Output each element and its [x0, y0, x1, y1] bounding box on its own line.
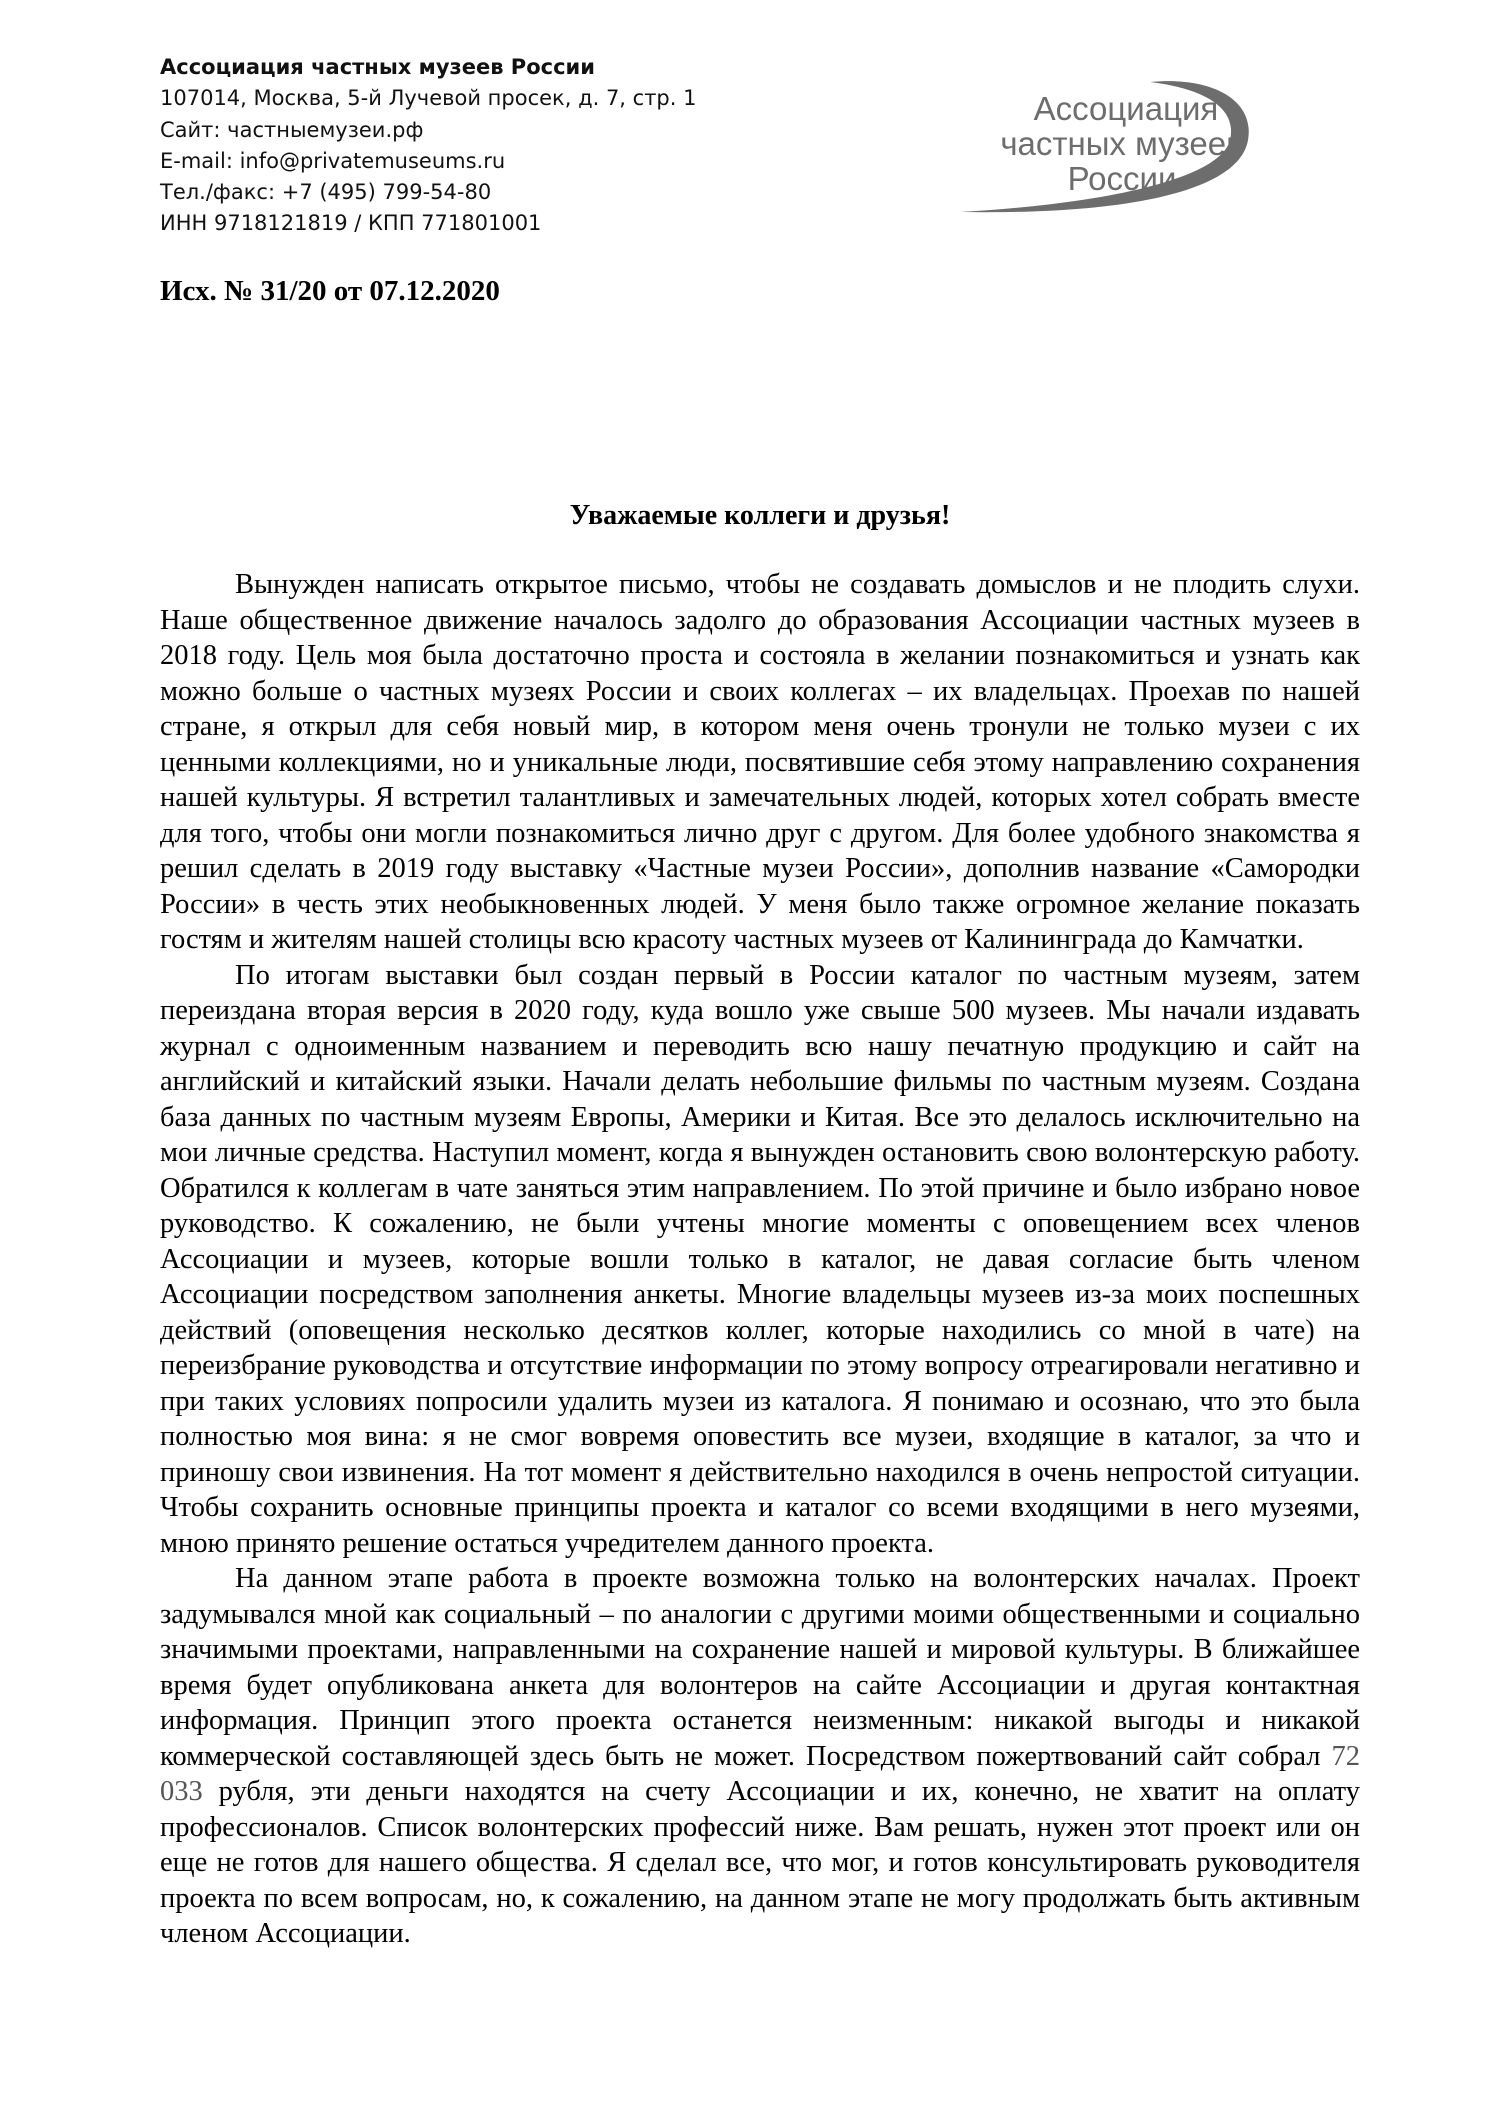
sender-address: 107014, Москва, 5-й Лучевой просек, д. 7, стр. 1	[160, 86, 697, 111]
paragraph-2: По итогам выставки был создан первый в России каталог по частным музеям, затем переиздана вторая версия в 2020 году, куда вошло уже свыше 500 музеев. Мы начали издавать журнал с одноименным названием и переводить всю нашу печатную продукцию и сайт на английский и китайский языки. Начали делать небольшие фильмы по частным музеям. Создана база данных по частным музеям Европы, Америки и Китая. Все это делалось исключительно на мои личные средства. Наступил момент, когда я вынужден остановить свою волонтерскую работу. Обратился к коллегам в чате заняться этим направлением. По этой причине и было избрано новое руководство. К сожалению, не были учтены многие моменты с оповещением всех членов Ассоциации и музеев, которые вошли только в каталог, не давая согласие быть членом Ассоциации посредством заполнения анкеты. Многие владельцы музеев из-за моих поспешных действий (оповещения несколько десятков коллег, которые находились со мной в чате) на переизбрание руководства и отсутствие информации по этому вопросу отреагировали негативно и при таких условиях попросили удалить музеи из каталога. Я понимаю и осознаю, что это была полностью моя вина: я не смог вовремя оповестить все музеи, входящие в каталог, за что и приношу свои извинения. На тот момент я действительно находился в очень непростой ситуации. Чтобы сохранить основные принципы проекта и каталог со всеми входящими в него музеями, мною принято решение остаться учредителем данного проекта.	[160, 959, 1360, 1559]
logo-text-line2: частных музеев	[1000, 125, 1244, 162]
paragraph-3-end: рубля, эти деньги находятся на счету Ассоциации и их, конечно, не хватит на оплату профессионалов. Список волонтерских профессий ниже. Вам решать, нужен этот проект или он еще не готов для нашего общества. Я сделал все, что мог, и готов консультировать руководителя проекта по всем вопросам, но, к сожалению, на данном этапе не могу продолжать быть активным членом Ассоциации.	[160, 1776, 1360, 1949]
paragraph-1: Вынужден написать открытое письмо, чтобы не создавать домыслов и не плодить слухи. Наше общественное движение началось задолго до образования Ассоциации частных музеев в 2018 году. Цель моя была достаточно проста и состояла в желании познакомиться и узнать как можно больше о частных музеях России и своих коллегах – их владельцах. Проехав по нашей стране, я открыл для себя новый мир, в котором меня очень тронули не только музеи с их ценными коллекциями, но и уникальные люди, посвятившие себя этому направлению сохранения нашей культуры. Я встретил талантливых и замечательных людей, которых хотел собрать вместе для того, чтобы они могли познакомиться лично друг с другом. Для более удобного знакомства я решил сделать в 2019 году выставку «Частные музеи России», дополнив название «Самородки России» в честь этих необыкновенных людей. У меня было также огромное желание показать гостям и жителям нашей столицы всю красоту частных музеев от Калининграда до Камчатки.	[160, 569, 1360, 955]
sender-org-name: Ассоциация частных музеев России	[160, 55, 595, 79]
sender-inn: ИНН 9718121819 / КПП 771801001	[160, 211, 542, 236]
letter-greeting: Уважаемые коллеги и друзья!	[569, 500, 951, 531]
sender-site: Сайт: частныемузеи.рф	[160, 117, 424, 142]
logo-text-line1: Ассоциация	[1033, 90, 1219, 127]
sender-phone: Тел./факс: +7 (495) 799-54-80	[160, 180, 492, 205]
donation-amount: 72 033	[160, 1740, 1360, 1807]
outgoing-number: Исх. № 31/20 от 07.12.2020	[160, 275, 500, 307]
sender-block	[160, 52, 760, 240]
paragraph-3-start: На данном этапе работа в проекте возможна только на волонтерских началах. Проект задумывался мной как социальный – по аналогии с другими моими общественными и социально значимыми проектами, направленными на сохранение нашей и мировой культуры. В ближайшее время будет опубликована анкета для волонтеров на сайте Ассоциации и другая контактная информация. Принцип этого проекта останется неизменным: никакой выгоды и никакой коммерческой составляющей здесь быть не может. Посредством пожертвований сайт собрал	[160, 1563, 1360, 1772]
logo-text-line3: России	[1067, 160, 1177, 197]
association-logo	[950, 40, 1290, 240]
letter-body	[160, 567, 1360, 1952]
paragraph-3	[160, 1561, 1360, 1952]
sender-email: E-mail: info@privatemuseums.ru	[160, 148, 506, 173]
